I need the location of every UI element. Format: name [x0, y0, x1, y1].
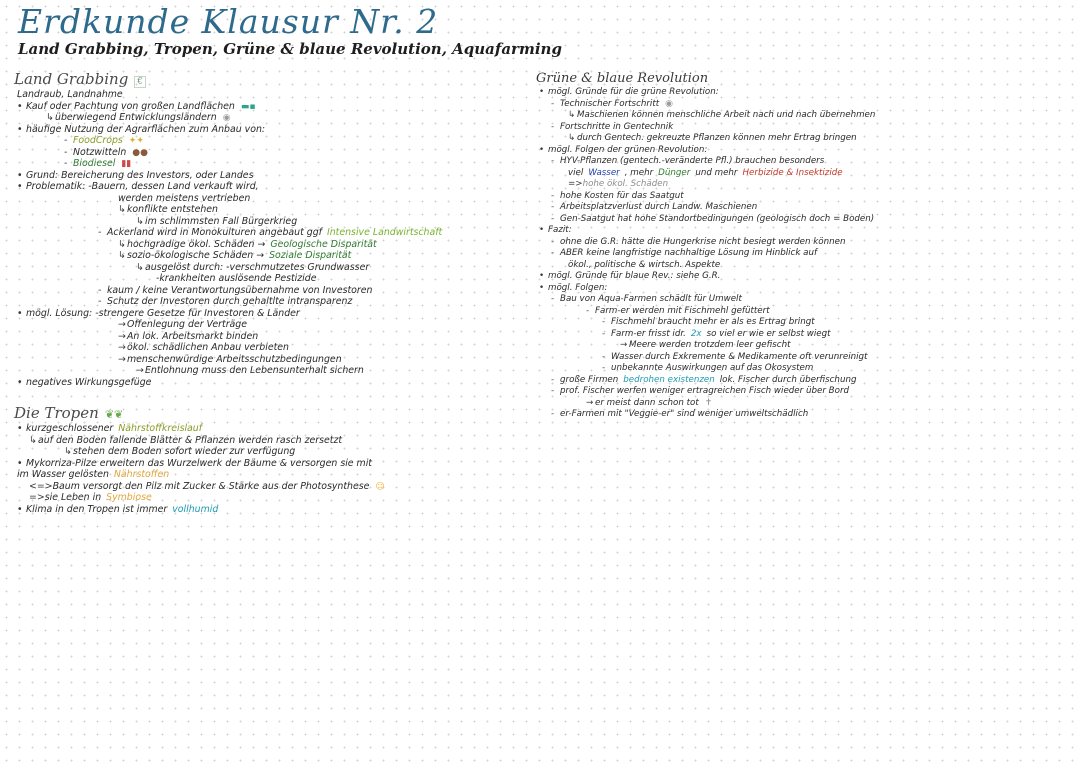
note-line	[536, 363, 1076, 375]
highlight-text: vollhumid	[172, 503, 219, 515]
globe-icon: ◉	[665, 98, 674, 109]
note-line	[14, 262, 514, 274]
note-text: im Wasser gelösten	[17, 469, 109, 480]
bullet-marker: -	[64, 158, 68, 169]
note-line	[536, 214, 1076, 226]
note-text: sie Leben in	[44, 492, 102, 503]
note-text: prof. Fischer werfen weniger ertragreichen Fisch wieder über Bord	[560, 386, 850, 396]
bullet-marker: ↳	[29, 434, 37, 446]
highlight-text: Soziale Disparität	[269, 250, 352, 261]
canister-icon: ▮▮	[121, 159, 132, 169]
note-text: Entlohnung muss den Lebensunterhalt sichern	[145, 365, 364, 376]
note-text: kurzgeschlossener	[26, 423, 114, 434]
page-title: Erdkunde Klausur Nr. 2	[18, 2, 439, 41]
note-line	[536, 306, 1076, 318]
note-text: stehen dem Boden sofort wieder zur verfügung	[73, 446, 296, 457]
sprout-icon: ❦❦	[104, 408, 124, 421]
bullet-marker: →	[118, 342, 126, 353]
note-text: werden meistens vertrieben	[118, 192, 251, 204]
bullet-marker: -	[551, 98, 555, 109]
note-line	[14, 135, 514, 147]
note-line	[14, 250, 514, 262]
note-text: Meere werden trotzdem leer gefischt	[629, 340, 791, 350]
note-text: ABER keine langfristige nachhaltige Lösung im Hinblick auf	[560, 248, 818, 258]
note-text: , mehr	[624, 167, 654, 178]
globe-icon: ◉	[222, 113, 231, 123]
note-line	[14, 101, 514, 113]
note-text: große Firmen	[560, 374, 619, 385]
note-line	[14, 504, 514, 516]
bullet-marker: ↳	[64, 446, 72, 457]
bullet-marker: -	[64, 135, 68, 146]
highlight-text: Dünger	[658, 167, 691, 178]
note-text: hohe ökol. Schäden	[582, 179, 669, 189]
note-line	[536, 409, 1076, 421]
bullet-marker: -	[551, 236, 555, 247]
note-text: hochgradige ökol. Schäden →	[127, 238, 266, 250]
highlight-text: bedrohen existenzen	[623, 374, 715, 385]
note-line	[536, 87, 1076, 99]
note-text: Problematik: -Bauern, dessen Land verkauft wird,	[26, 181, 259, 192]
bullet-marker: -	[551, 202, 555, 212]
note-text: ökol., politische & wirtsch. Aspekte	[568, 259, 721, 270]
highlight-text: Nährstoffen	[113, 469, 170, 480]
bullet-marker: •	[539, 282, 545, 293]
note-text: Klima in den Tropen ist immer	[26, 503, 168, 515]
bullet-marker: •	[17, 503, 23, 515]
note-line	[536, 271, 1076, 283]
note-text: ohne die G.R. hätte die Hungerkrise nicht besiegt werden können	[560, 236, 846, 247]
bullet-marker: →	[118, 353, 126, 365]
note-line	[14, 273, 514, 285]
bullet-marker: -	[551, 156, 555, 166]
note-text: mögl. Folgen der grünen Revolution:	[548, 144, 708, 155]
note-text: mögl. Gründe für blaue Rev.: siehe G.R.	[548, 271, 721, 281]
note-text: menschenwürdige Arbeitsschutzbedingungen	[127, 353, 342, 365]
note-line	[14, 204, 514, 216]
note-text: Biodiesel	[73, 158, 116, 169]
note-line	[536, 145, 1076, 157]
bullet-marker: =>	[29, 492, 45, 503]
bullet-marker: ↳	[568, 133, 576, 143]
flag-icon: ▬▪	[240, 101, 256, 112]
note-text: sozio-ökologische Schäden →	[127, 250, 265, 261]
bullet-marker: -	[98, 227, 102, 238]
bullet-marker: •	[17, 423, 23, 434]
note-line	[536, 329, 1076, 341]
section-heading-revolution: Grüne & blaue Revolution	[536, 71, 709, 86]
note-text: Technischer Fortschritt	[560, 98, 660, 109]
note-text: konflikte entstehen	[127, 204, 218, 215]
note-text: Ackerland wird in Monokulturen angebaut ggf	[107, 227, 322, 238]
note-line	[536, 375, 1076, 387]
note-text: HYV-Pflanzen (gentech.-veränderte Pfl.) brauchen besonders	[560, 156, 825, 166]
note-text: Notzwitteln	[73, 146, 127, 158]
note-line	[14, 216, 514, 228]
note-text: Fischmehl braucht mehr er als es Ertrag bringt	[611, 317, 815, 327]
money-icon: €	[134, 76, 146, 88]
bullet-marker: -	[602, 363, 606, 373]
note-line	[536, 191, 1076, 203]
highlight-text: Wasser	[588, 167, 620, 178]
note-text: Mykorriza-Pilze erweitern das Wurzelwerk der Bäume & versorgen sie mit	[26, 457, 372, 469]
bullet-marker: •	[539, 225, 545, 235]
bullet-marker: -	[98, 296, 102, 307]
bullet-marker: •	[539, 144, 545, 155]
note-line	[536, 179, 1076, 191]
bullet-marker: ↳	[136, 215, 144, 227]
right-column	[536, 70, 1076, 421]
note-line	[536, 317, 1076, 329]
bullet-marker: -	[602, 317, 606, 327]
note-line	[14, 446, 514, 458]
bullet-marker: →	[118, 319, 126, 330]
note-text: Fazit:	[548, 225, 572, 235]
bullet-marker: -	[602, 328, 606, 339]
note-text: Wasser durch Exkremente & Medikamente oft verunreinigt	[611, 351, 868, 362]
bullet-marker: →	[118, 330, 126, 342]
note-text: Bau von Aqua-Farmen schädlt für Umwelt	[560, 294, 742, 304]
note-line	[536, 340, 1076, 352]
note-line	[14, 365, 514, 377]
bullet-marker: -	[551, 386, 555, 396]
note-line	[14, 319, 514, 331]
note-line	[536, 110, 1076, 122]
note-text: überwiegend Entwicklungsländern	[55, 112, 217, 123]
highlight-text: Nährstoffkreislauf	[118, 423, 203, 434]
section-heading-tropen: Die Tropen ❦❦	[14, 404, 124, 422]
note-line	[14, 285, 514, 297]
bullet-marker: ↳	[136, 261, 144, 273]
bullet-marker: -	[551, 374, 555, 385]
bullet-marker: •	[539, 87, 545, 97]
note-line	[536, 260, 1076, 272]
bullet-marker: -	[602, 351, 606, 362]
note-text: ökol. schädlichen Anbau verbieten	[127, 342, 289, 353]
note-line	[14, 423, 514, 435]
bullet-marker: -	[551, 409, 555, 419]
bullet-marker: -	[551, 121, 555, 132]
section-heading-land-grabbing: Land Grabbing €	[14, 70, 514, 89]
note-text: An lok. Arbeitsmarkt binden	[127, 330, 259, 342]
note-text: negatives Wirkungsgefüge	[26, 376, 152, 388]
note-line	[14, 377, 514, 389]
left-column	[14, 70, 514, 515]
note-line	[536, 202, 1076, 214]
bullet-marker: -	[586, 305, 590, 316]
note-line	[14, 158, 514, 170]
smile-icon: ☺	[375, 481, 385, 492]
bullet-marker: ↳	[118, 238, 126, 250]
bullet-marker: -	[551, 248, 555, 258]
bullet-marker: •	[17, 307, 23, 319]
note-text: er meist dann schon tot	[595, 397, 699, 408]
note-line	[14, 193, 514, 205]
note-line	[14, 124, 514, 136]
note-line	[536, 283, 1076, 295]
bullet-marker: •	[17, 181, 23, 192]
section-tropen	[14, 404, 514, 515]
section-land-grabbing	[14, 70, 514, 388]
note-line	[536, 386, 1076, 398]
note-text: er-Farmen mit "Veggie-er" sind weniger umweltschädlich	[560, 409, 809, 419]
note-text: und mehr	[695, 167, 738, 178]
note-line	[14, 354, 514, 366]
cross-icon: ✝	[704, 397, 713, 408]
note-text: kaum / keine Verantwortungsübernahme von Investoren	[107, 284, 373, 296]
note-text: mögl. Folgen:	[548, 282, 608, 293]
note-line	[536, 237, 1076, 249]
bullet-marker: -	[551, 294, 555, 304]
note-line	[14, 331, 514, 343]
note-text: Grund: Bereicherung des Investors, oder Landes	[26, 169, 254, 181]
note-text: im schlimmsten Fall Bürgerkrieg	[145, 215, 298, 227]
note-text: ausgelöst durch: -verschmutzetes Grundwasser	[145, 261, 370, 273]
note-line	[14, 342, 514, 354]
highlight-text: Geologische Disparität	[270, 238, 377, 250]
bullet-marker: •	[17, 457, 23, 469]
bullet-marker: •	[17, 376, 23, 388]
note-text: Schutz der Investoren durch gehaltlte intransparenz	[107, 296, 353, 307]
note-line	[536, 168, 1076, 180]
note-text: so viel er wie er selbst wiegt	[706, 328, 831, 339]
note-text: -krankheiten auslösende Pestizide	[156, 273, 317, 284]
note-line	[14, 181, 514, 193]
note-line	[536, 294, 1076, 306]
note-text: häufige Nutzung der Agrarflächen zum Anbau von:	[26, 123, 266, 135]
note-line	[14, 435, 514, 447]
note-line	[536, 225, 1076, 237]
note-text: Landraub, Landnahme	[17, 89, 123, 100]
highlight-text: Herbizide & Insektizide	[742, 167, 843, 178]
note-text: FoodCrops	[73, 135, 123, 146]
highlight-text: Symbiose	[106, 492, 152, 503]
bullet-marker: •	[17, 169, 23, 181]
bullet-marker: ↳	[118, 204, 126, 215]
note-line	[536, 99, 1076, 111]
page-subtitle: Land Grabbing, Tropen, Grüne & blaue Revolution, Aquafarming	[18, 40, 562, 58]
note-line	[14, 147, 514, 159]
bullet-marker: •	[17, 123, 23, 135]
bullet-marker: <=>	[29, 480, 53, 492]
note-line	[536, 398, 1076, 410]
bullet-marker: -	[551, 213, 555, 224]
nut-icon: ●●	[132, 147, 149, 158]
note-line	[536, 248, 1076, 260]
bullet-marker: •	[17, 100, 23, 112]
note-line	[536, 156, 1076, 168]
note-line	[14, 492, 514, 504]
note-text: unbekannte Auswirkungen auf das Ökosystem	[611, 363, 814, 373]
bullet-marker: •	[539, 271, 545, 281]
bullet-marker: ↳	[118, 250, 126, 261]
note-text: Maschienen können menschliche Arbeit nach und nach übernehmen	[577, 110, 876, 120]
note-text: mögl. Lösung: -strengere Gesetze für Investoren & Länder	[26, 307, 300, 319]
note-text: viel	[568, 167, 584, 178]
section-revolution	[536, 70, 1076, 421]
note-line	[14, 308, 514, 320]
note-line	[14, 481, 514, 493]
note-line	[14, 112, 514, 124]
bullet-marker: ↳	[568, 110, 576, 120]
note-text: Arbeitsplatzverlust durch Landw. Maschienen	[560, 202, 758, 212]
note-text: Fortschritte in Gentechnik	[560, 121, 674, 132]
note-text: Farm-er frisst idr.	[611, 328, 686, 339]
note-text: Kauf oder Pachtung von großen Landflächen	[26, 100, 235, 112]
note-line	[14, 458, 514, 470]
bullet-marker: -	[64, 146, 68, 158]
note-line	[14, 469, 514, 481]
note-text: Offenlegung der Verträge	[127, 319, 248, 330]
note-text: Gen-Saatgut hat hohe Standortbedingungen (geologisch doch = Boden)	[560, 213, 875, 224]
note-text: Baum versorgt den Pilz mit Zucker & Stärke aus der Photosynthese	[52, 480, 370, 492]
corn-icon: ✦✦	[128, 136, 144, 146]
note-line	[14, 89, 514, 101]
note-text: Farm-er werden mit Fischmehl gefüttert	[595, 305, 770, 316]
bullet-marker: -	[98, 284, 102, 296]
note-line	[536, 122, 1076, 134]
note-text: durch Gentech. gekreuzte Pflanzen können mehr Ertrag bringen	[577, 133, 857, 143]
note-line	[14, 227, 514, 239]
highlight-text: 2x	[690, 328, 702, 339]
bullet-marker: ↳	[46, 112, 54, 123]
bullet-marker: =>	[568, 179, 583, 189]
note-line	[536, 352, 1076, 364]
note-text: hohe Kosten für das Saatgut	[560, 190, 684, 201]
note-line	[14, 239, 514, 251]
note-line	[14, 170, 514, 182]
note-text: auf den Boden fallende Blätter & Pflanzen werden rasch zersetzt	[38, 434, 343, 446]
bullet-marker: →	[136, 365, 144, 376]
note-text: mögl. Gründe für die grüne Revolution:	[548, 87, 719, 97]
highlight-text: Intensive Landwirtschaft	[326, 227, 443, 238]
bullet-marker: →	[586, 397, 594, 408]
bullet-marker: -	[551, 190, 555, 201]
note-line	[14, 296, 514, 308]
bullet-marker: →	[620, 340, 628, 350]
note-text: lok. Fischer durch überfischung	[719, 374, 857, 385]
note-line	[536, 133, 1076, 145]
